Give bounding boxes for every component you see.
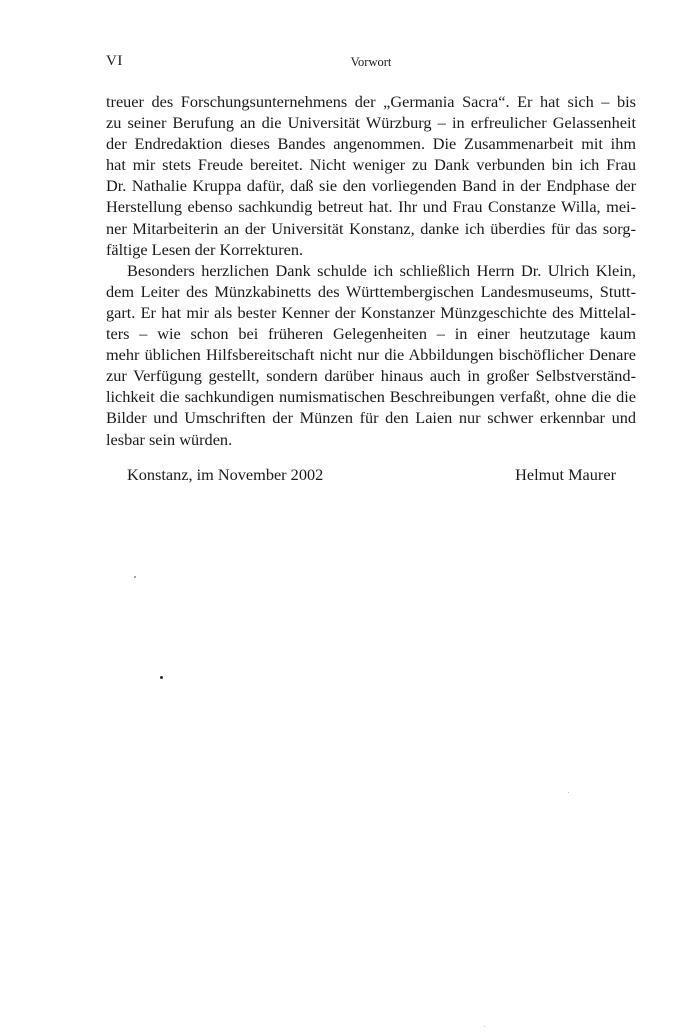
running-title: Vorwort [350,55,392,69]
text-line: fältige Lesen der Korrekturen. [106,239,304,259]
text-line: zur Verfügung gestellt, sondern darüber hinaus auch in großer Selbstverständ- [106,366,636,386]
text-line: gart. Er hat mir als bester Kenner der Konstanzer Münzgeschichte des Mittelal- [106,302,636,322]
text-line: lichkeit die sachkundigen numismatischen Beschreibungen verfaßt, ohne die die [106,387,636,407]
text-line: der Endredaktion dieses Bandes angenommen. Die Zusammenarbeit mit ihm [106,134,636,154]
text-line: Besonders herzlichen Dank schulde ich schließlich Herrn Dr. Ulrich Klein, [127,260,636,280]
closing [127,465,616,489]
scan-speck [160,676,163,679]
page-number: VI [106,53,123,69]
text-line: ner Mitarbeiterin an der Universität Konstanz, danke ich überdies für das sorg- [106,218,636,238]
text-line: mehr üblichen Hilfsbereitschaft nicht nur die Abbildungen bischöflicher Denare [106,345,636,365]
text-line: Herstellung ebenso sachkundig betreut hat. Ihr und Frau Constanze Willa, mei- [106,197,636,217]
text-line: hat mir stets Freude bereitet. Nicht weniger zu Dank verbunden bin ich Frau [106,155,636,175]
paragraph-2 [106,260,636,450]
text-line: lesbar sein würden. [106,429,233,449]
paragraph-1 [106,91,636,260]
text-line: dem Leiter des Münzkabinetts des Württembergischen Landesmuseums, Stutt- [106,281,636,301]
place-date: Konstanz, im November 2002 [127,465,324,484]
scan-speck [134,576,136,578]
scan-speck [484,1026,485,1027]
text-line: Dr. Nathalie Kruppa dafür, daß sie den vorliegenden Band in der Endphase der [106,176,636,196]
text-line: zu seiner Berufung an die Universität Würzburg – in erfreulicher Gelassenheit [106,113,636,133]
body-text [106,91,636,450]
scan-speck [568,792,569,793]
page-header [106,53,636,73]
text-line: Bilder und Umschriften der Münzen für den Laien nur schwer erkennbar und [106,408,636,428]
text-line: treuer des Forschungsunternehmens der „Germania Sacra“. Er hat sich – bis [106,92,636,111]
author-signature: Helmut Maurer [515,465,616,484]
text-line: ters – wie schon bei früheren Gelegenheiten – in einer heutzutage kaum [106,324,636,344]
